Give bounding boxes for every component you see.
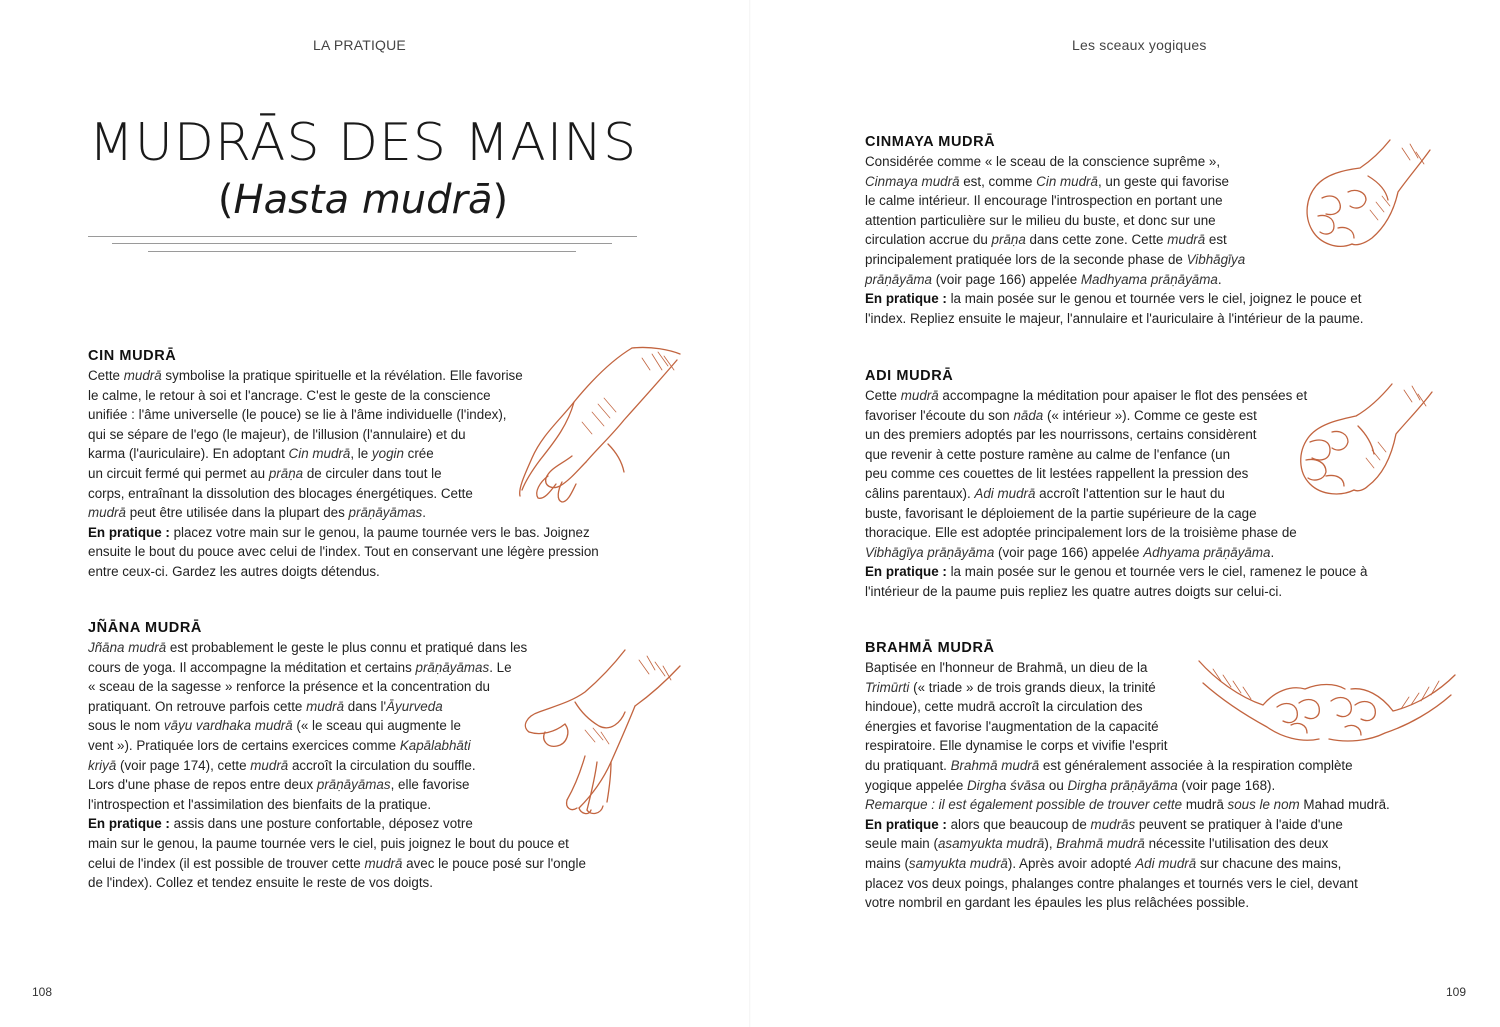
text-run: du pratiquant.: [865, 757, 951, 773]
text-line: [865, 756, 1465, 776]
text-run: énergies et favorise l'augmentation de la capacité: [865, 718, 1159, 734]
text-run: favoriser l'écoute du son: [865, 407, 1014, 423]
text-run: (« triade » de trois grands dieux, la trinité: [909, 679, 1156, 695]
text-run: dans l': [344, 698, 387, 714]
text-run: qui se sépare de l'ego (le majeur), de l'illusion (l'annulaire) et du: [88, 426, 466, 442]
text-line: [865, 582, 1445, 602]
text-line: [865, 270, 1445, 290]
italic-term: Āyurveda: [386, 698, 443, 714]
running-head-left: LA PRATIQUE: [313, 37, 406, 53]
text-run: de circuler dans tout le: [303, 465, 442, 481]
text-run: la main posée sur le genou et tournée vers le ciel, ramenez le pouce à: [946, 564, 1368, 580]
text-run: ),: [1044, 836, 1057, 852]
text-run: est: [1205, 232, 1227, 248]
text-run: mains (: [865, 855, 909, 871]
text-run: crée: [403, 446, 434, 462]
section-heading: ADI MUDRĀ: [865, 368, 954, 384]
text-run: thoracique. Elle est adoptée principalement lors de la troisième phase de: [865, 525, 1297, 541]
text-run: respiratoire. Elle dynamise le corps et vivifie l'esprit: [865, 738, 1168, 754]
text-run: placez vos deux poings, phalanges contre phalanges et tournés vers le ciel, devant: [865, 875, 1358, 891]
text-run: Lors d'une phase de repos entre deux: [88, 777, 317, 793]
text-line: [865, 562, 1445, 582]
text-run: accroît l'attention sur le haut du: [1035, 485, 1225, 501]
text-run: l'introspection et l'assimilation des bienfaits de la pratique.: [88, 796, 432, 812]
italic-term: mudrā: [88, 505, 126, 521]
text-run: celui de l'index (il est possible de trouver cette: [88, 855, 365, 871]
chapter-subtitle: (Hasta mudrā): [217, 177, 509, 223]
text-line: [865, 874, 1465, 894]
text-line: [865, 815, 1465, 835]
italic-term: prāṇāyāmas: [348, 505, 423, 521]
en-pratique-label: En pratique :: [865, 816, 947, 832]
text-run: (voir page 166) appelée: [994, 544, 1144, 560]
text-run: corps, entraînant la dissolution des blocages énergétiques. Cette: [88, 485, 473, 501]
page-number-right: 109: [1446, 985, 1467, 999]
text-run: (« le sceau qui augmente le: [292, 718, 461, 734]
italic-term: Jñāna mudrā: [88, 640, 167, 655]
italic-term: prāṇa: [268, 465, 304, 481]
text-run: yogique appelée: [865, 777, 968, 793]
italic-term: mudrās: [1090, 816, 1136, 832]
italic-term: Remarque : il est également possible de trouver cette: [865, 797, 1186, 813]
text-run: , elle favorise: [390, 777, 470, 793]
text-run: , un geste qui favorise: [1097, 173, 1229, 189]
chapter-title: MUDRĀS DES MAINS: [88, 113, 638, 173]
text-line: [88, 542, 648, 562]
section-heading: JÑĀNA MUDRĀ: [88, 620, 203, 636]
text-run: nécessite l'utilisation des deux: [1144, 836, 1329, 852]
text-run: alors que beaucoup de: [946, 816, 1091, 832]
text-run: assis dans une posture confortable, déposez votre: [169, 816, 473, 832]
title-rule-2: [112, 243, 612, 244]
text-line: [865, 776, 1465, 796]
text-run: l'intérieur de la paume puis repliez les quatre autres doigts sur celui-ci.: [865, 583, 1283, 599]
section-heading: CINMAYA MUDRĀ: [865, 134, 996, 150]
adi-mudra-hand-illustration: [1292, 380, 1437, 500]
italic-term: kriyā: [88, 757, 117, 773]
italic-term: mudrā: [900, 388, 939, 403]
text-run: un des premiers adoptés par les nourrissons, certains considèrent: [865, 427, 1257, 443]
text-run: pratiquant. On retrouve parfois cette: [88, 698, 307, 714]
text-run: (voir page 166) appelée: [932, 271, 1081, 287]
text-run: .: [1270, 544, 1275, 560]
italic-term: Vibhāgīya prāṇāyāma: [865, 544, 995, 560]
text-line: [865, 854, 1465, 874]
italic-term: prāṇāyāmas: [316, 777, 391, 793]
text-line: [88, 873, 648, 893]
text-run: vent »). Pratiquée lors de certains exercices comme: [88, 737, 400, 753]
brahma-mudra-hands-illustration: [1195, 655, 1460, 755]
text-run: Cette: [865, 388, 901, 403]
text-run: dans cette zone. Cette: [1025, 232, 1168, 248]
text-run: le calme, le retour à soi et l'ancrage. C'est le geste de la conscience: [88, 387, 491, 403]
text-run: seule main (: [865, 836, 938, 852]
italic-term: Adi mudrā: [1135, 855, 1197, 871]
italic-term: Adi mudrā: [974, 485, 1036, 501]
italic-term: Madhyama prāṇāyāma: [1080, 271, 1218, 287]
en-pratique-label: En pratique :: [88, 816, 170, 832]
text-run: peu comme ces couettes de lit lestées rappellent la pression des: [865, 466, 1249, 482]
italic-term: asamyukta mudrā: [937, 836, 1045, 852]
text-run: . Le: [489, 659, 512, 675]
text-run: main sur le genou, la paume tournée vers le ciel, puis joignez le bout du pouce et: [88, 835, 569, 851]
text-run: Baptisée en l'honneur de Brahmā, un dieu de la: [865, 660, 1148, 675]
text-line: [865, 834, 1465, 854]
italic-term: Brahmā mudrā: [1056, 836, 1145, 852]
text-run: entre ceux-ci. Gardez les autres doigts détendus.: [88, 563, 380, 579]
italic-term: nāda: [1013, 407, 1044, 423]
en-pratique-label: En pratique :: [88, 524, 170, 540]
text-run: principalement pratiquée lors de la seconde phase de: [865, 251, 1187, 267]
italic-term: Cin mudrā: [288, 446, 351, 462]
italic-term: mudrā: [123, 368, 162, 383]
text-run: attention particulière sur le milieu du buste, et donc sur une: [865, 212, 1216, 228]
text-run: ). Après avoir adopté: [1007, 855, 1136, 871]
text-run: accroît la circulation du souffle.: [288, 757, 476, 773]
italic-term: Brahmā mudrā: [950, 757, 1040, 773]
text-line: [865, 289, 1445, 309]
italic-term: yogin: [371, 446, 404, 462]
text-run: Cette: [88, 368, 124, 383]
text-run: est généralement associée à la respiration complète: [1039, 757, 1353, 773]
text-run: , le: [350, 446, 372, 462]
right-page: [750, 0, 1500, 1027]
text-run: (voir page 174), cette: [116, 757, 251, 773]
text-run: mudrā: [1185, 797, 1224, 813]
italic-term: mudrā: [1167, 232, 1206, 248]
text-run: (« intérieur »). Comme ce geste est: [1043, 407, 1257, 423]
italic-term: Adhyama prāṇāyāma: [1143, 544, 1271, 560]
text-run: un circuit fermé qui permet au: [88, 465, 269, 481]
cinmaya-mudra-hand-illustration: [1298, 136, 1438, 256]
text-run: ou: [1045, 777, 1068, 793]
italic-term: Dirgha prāṇāyāma: [1067, 777, 1178, 793]
italic-term: Vibhāgīya: [1186, 251, 1246, 267]
text-run: sur chacune des mains,: [1196, 855, 1342, 871]
italic-term: prāṇāyāmas: [415, 659, 490, 675]
text-run: unifiée : l'âme universelle (le pouce) se lie à l'âme individuelle (l'index),: [88, 407, 507, 423]
text-run: placez votre main sur le genou, la paume tournée vers le bas. Joignez: [169, 524, 590, 540]
text-line: [88, 854, 648, 874]
running-head-right: Les sceaux yogiques: [1072, 37, 1207, 53]
text-run: « sceau de la sagesse » renforce la présence et la concentration du: [88, 679, 490, 695]
text-line: [865, 504, 1445, 524]
text-run: symbolise la pratique spirituelle et la révélation. Elle favorise: [161, 368, 523, 383]
title-rule-3: [148, 251, 576, 252]
italic-term: prāṇāyāma: [865, 271, 932, 287]
italic-term: vāyu vardhaka mudrā: [163, 718, 293, 734]
text-line: [88, 523, 648, 543]
text-run: ensuite le bout du pouce avec celui de l'index. Tout en conservant une légère pression: [88, 544, 599, 560]
en-pratique-label: En pratique :: [865, 291, 947, 307]
text-line: [88, 834, 648, 854]
text-line: [865, 795, 1465, 815]
cin-mudra-hand-illustration: [512, 340, 687, 510]
text-run: est, comme: [959, 173, 1037, 189]
text-line: [865, 543, 1445, 563]
italic-term: mudrā: [306, 698, 345, 714]
text-run: la main posée sur le genou et tournée vers le ciel, joignez le pouce et: [946, 291, 1362, 307]
text-run: le calme intérieur. Il encourage l'introspection en portant une: [865, 193, 1223, 209]
text-line: [865, 523, 1445, 543]
italic-term: Cinmaya mudrā: [865, 173, 960, 189]
text-run: Considérée comme « le sceau de la conscience suprême »,: [865, 154, 1221, 169]
text-run: Mahad mudrā.: [1303, 797, 1390, 813]
text-run: votre nombril en gardant les épaules les plus relâchées possible.: [865, 895, 1250, 911]
text-run: hindoue), cette mudrā accroît la circulation des: [865, 699, 1143, 715]
italic-term: mudrā: [364, 855, 403, 871]
text-run: avec le pouce posé sur l'ongle: [402, 855, 586, 871]
italic-term: Cin mudrā: [1036, 173, 1098, 189]
text-run: peut être utilisée dans la plupart des: [125, 505, 349, 521]
title-rule-1: [88, 236, 637, 237]
italic-term: prāṇa: [991, 232, 1026, 248]
italic-term: samyukta mudrā: [908, 855, 1008, 871]
italic-term: sous le nom: [1223, 797, 1304, 813]
text-run: circulation accrue du: [865, 232, 992, 248]
text-run: câlins parentaux).: [865, 485, 975, 501]
page-number-left: 108: [32, 985, 53, 999]
text-run: (voir page 168).: [1177, 777, 1276, 793]
jnana-mudra-hand-illustration: [515, 640, 685, 820]
text-run: cours de yoga. Il accompagne la méditation et certains: [88, 659, 416, 675]
text-run: buste, favorisant le déploiement de la partie supérieure de la cage: [865, 505, 1257, 521]
text-run: accompagne la méditation pour apaiser le flot des pensées et: [938, 388, 1308, 403]
italic-term: Dirgha śvāsa: [967, 777, 1046, 793]
italic-term: Kapālabhāti: [399, 737, 471, 753]
text-line: [865, 893, 1465, 913]
section-heading: CIN MUDRĀ: [88, 348, 177, 364]
text-run: de l'index). Collez et tendez ensuite le reste de vos doigts.: [88, 875, 433, 891]
text-line: [88, 562, 648, 582]
en-pratique-label: En pratique :: [865, 564, 947, 580]
text-run: sous le nom: [88, 718, 164, 734]
text-run: .: [422, 505, 426, 521]
text-run: est probablement le geste le plus connu et pratiqué dans les: [166, 640, 528, 655]
text-run: que revenir à cette posture ramène au calme de l'enfance (un: [865, 446, 1231, 462]
section-heading: BRAHMĀ MUDRĀ: [865, 640, 995, 656]
text-run: karma (l'auriculaire). En adoptant: [88, 446, 289, 462]
text-run: .: [1217, 271, 1222, 287]
text-line: [865, 309, 1445, 329]
italic-term: Trimūrti: [865, 679, 910, 695]
italic-term: mudrā: [250, 757, 289, 773]
text-run: peuvent se pratiquer à l'aide d'une: [1135, 816, 1343, 832]
text-run: l'index. Repliez ensuite le majeur, l'annulaire et l'auriculaire à l'intérieur de la paume.: [865, 310, 1364, 326]
